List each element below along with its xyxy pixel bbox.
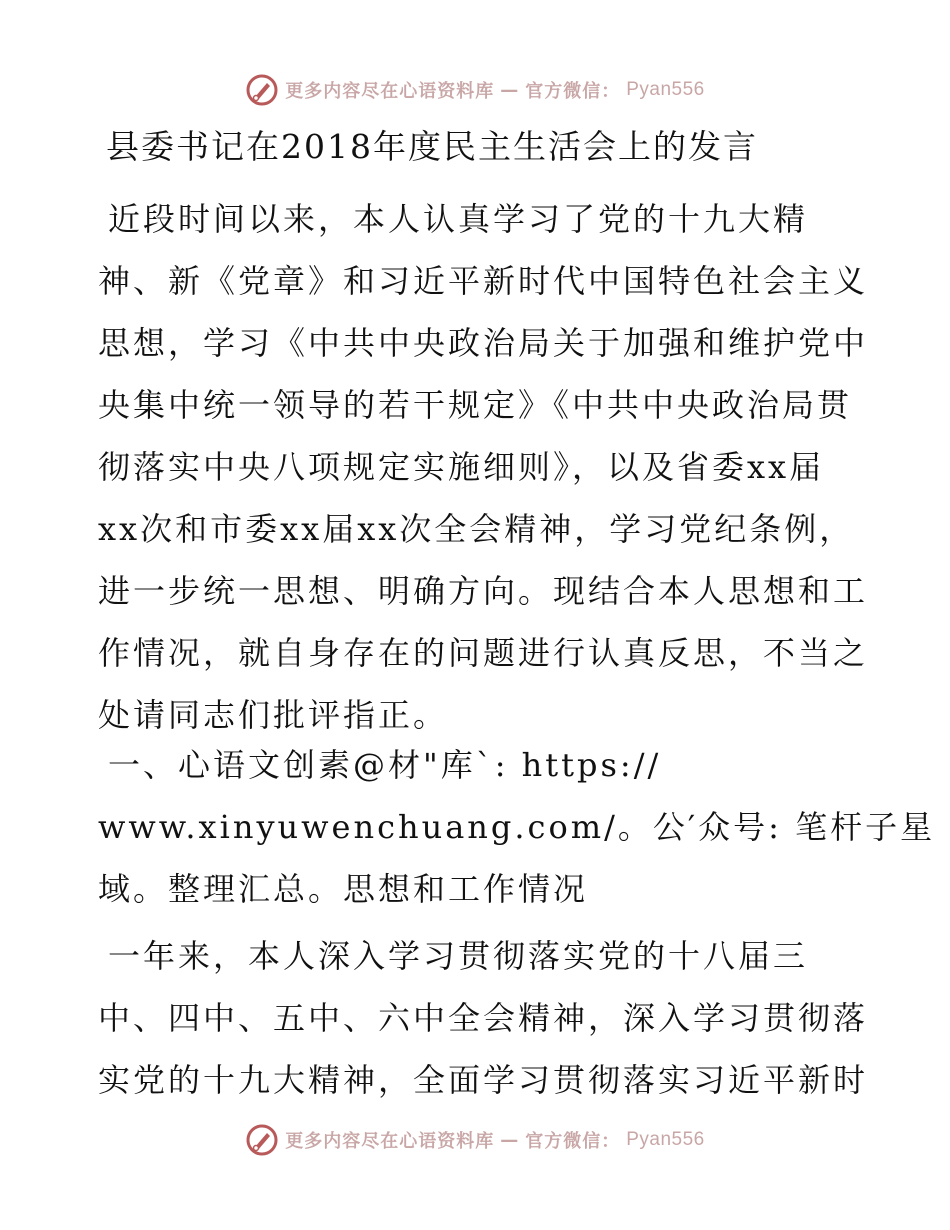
text-line: xx次和市委xx届xx次全会精神，学习党纪条例， [98, 510, 855, 548]
paragraph-intro [98, 188, 869, 746]
pen-logo-icon [245, 73, 279, 107]
watermark-header [0, 70, 950, 110]
text-line: 处请同志们批评指正。 [98, 696, 449, 734]
text-line: www.xinyuwenchuang.com/。公′众号: 笔杆子星 [98, 808, 936, 846]
text-line: 实党的十九大精神，全面学习贯彻落实习近平新时 [98, 1061, 869, 1099]
document-title: 县委书记在2018年度民主生活会上的发言 [106, 127, 758, 166]
watermark-label: 官方微信： [525, 1131, 621, 1152]
watermark-footer [0, 1120, 950, 1160]
watermark-text: 更多内容尽在心语资料库 [285, 81, 495, 102]
watermark-text: 更多内容尽在心语资料库 [285, 1131, 495, 1152]
text-line: 彻落实中央八项规定实施细则》，以及省委xx届 [98, 448, 825, 486]
watermark-label: 官方微信： [525, 81, 621, 102]
text-line: 作情况，就自身存在的问题进行认真反思，不当之 [98, 634, 869, 672]
text-line: 思想，学习《中共中央政治局关于加强和维护党中 [98, 324, 869, 362]
text-line: 一、心语文创素@材"库`: https:// [108, 746, 662, 784]
text-line: 进一步统一思想、明确方向。现结合本人思想和工 [98, 572, 869, 610]
text-line: 央集中统一领导的若干规定》《中共中央政治局贯 [98, 386, 853, 424]
watermark-dash: — [500, 1129, 520, 1151]
text-line: 神、新《党章》和习近平新时代中国特色社会主义 [98, 262, 869, 300]
text-line: 域。整理汇总。思想和工作情况 [98, 870, 589, 908]
watermark-id: Pyan556 [626, 1129, 705, 1150]
paragraph-section-heading [98, 734, 936, 920]
watermark-id: Pyan556 [626, 79, 705, 100]
text-line: 中、四中、五中、六中全会精神，深入学习贯彻落 [98, 999, 869, 1037]
paragraph-body [98, 925, 869, 1111]
watermark-dash: — [500, 79, 520, 101]
text-line: 一年来，本人深入学习贯彻落实党的十八届三 [108, 937, 809, 975]
pen-logo-icon [245, 1123, 279, 1157]
text-line: 近段时间以来，本人认真学习了党的十九大精 [108, 200, 809, 238]
